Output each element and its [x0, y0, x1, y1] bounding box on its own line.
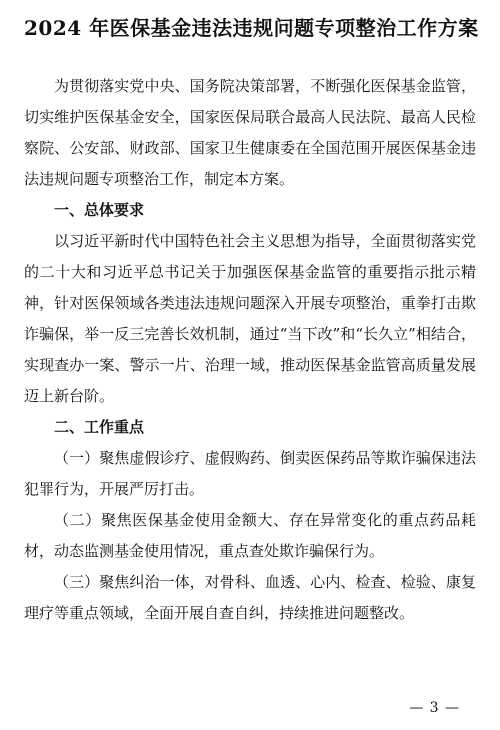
section-heading-general-requirements: 一、总体要求 [54, 201, 145, 219]
document-title: 2024 年医保基金违法违规问题专项整治工作方案 [24, 16, 479, 40]
work-focus-item-1: （一）聚焦虚假诊疗、虚假购药、倒卖医保药品等欺诈骗保违法犯罪行为，开展严厉打击。 [24, 449, 476, 498]
work-focus-item-3: （三）聚焦纠治一体，对骨科、血透、心内、检查、检验、康复理疗等重点领域，全面开展自查自纠，持续推进问题整改。 [24, 573, 476, 622]
work-focus-item-2: （二）聚焦医保基金使用金额大、存在异常变化的重点药品耗材，动态监测基金使用情况，重点查处欺诈骗保行为。 [24, 511, 476, 560]
page-number: — 3 — [409, 700, 460, 716]
general-requirements-paragraph: 以习近平新时代中国特色社会主义思想为指导，全面贯彻落实党的二十大和习近平总书记关于加强医保基金监管的重要指示批示精神，针对医保领域各类违法违规问题深入开展专项整治，重拳打击欺诈骗保，举一反三完善长效机制，通过“当下改”和“长久立”相结合，实现查办一案、警示一片、治理一域，推动医保基金监管高质量发展迈上新台阶。 [24, 232, 476, 405]
section-heading-work-focus: 二、工作重点 [54, 418, 145, 436]
intro-paragraph: 为贯彻落实党中央、国务院决策部署，不断强化医保基金监管，切实维护医保基金安全，国家医保局联合最高人民法院、最高人民检察院、公安部、财政部、国家卫生健康委在全国范围开展医保基金违法违规问题专项整治工作，制定本方案。 [24, 77, 476, 188]
